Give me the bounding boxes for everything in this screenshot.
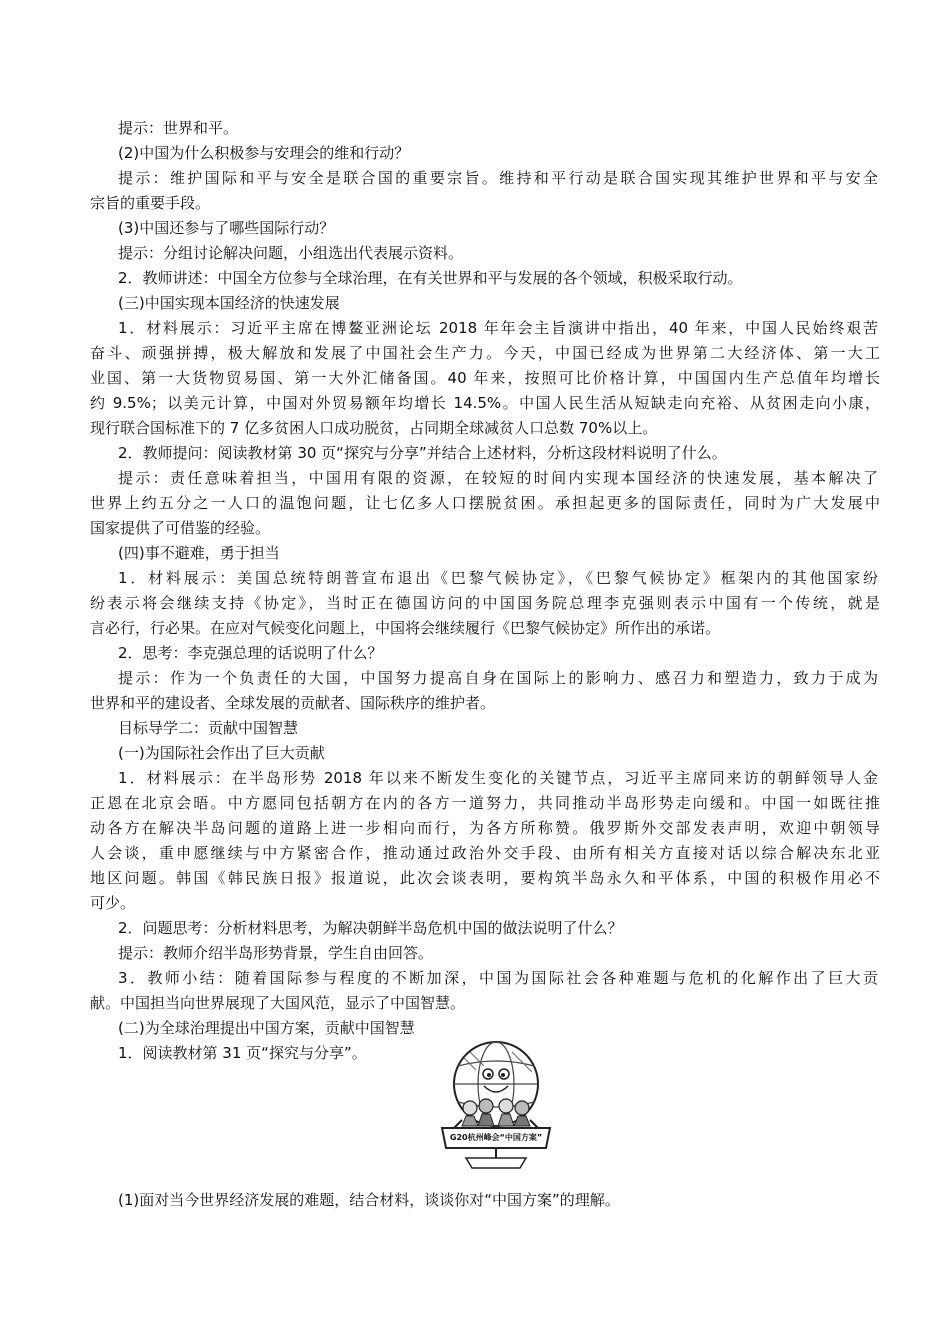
text-line: 现行联合国标准下的 7 亿多贫困人口成功脱贫，占同期全球减贫人口总数 70%以上。 (90, 419, 658, 437)
text-line: 1．阅读教材第 31 页“探究与分享”。 (118, 1044, 367, 1062)
text-line: 提示：责任意味着担当，中国用有限的资源，在较短的时间内实现本国经济的快速发展，基本解决了 (118, 469, 878, 487)
text-line: 业国、第一大货物贸易国、第一大外汇储备国。40 年来，按照可比价格计算，中国国内生产总值年均增长 (90, 369, 880, 387)
text-line: 提示：分组讨论解决问题，小组选出代表展示资料。 (118, 244, 464, 262)
section-heading: (四)事不避难，勇于担当 (118, 544, 280, 562)
text-line: 地区问题。韩国《韩民族日报》报道说，此次会谈表明，要构筑半岛永久和平体系，中国的积极作用必不 (90, 869, 880, 887)
text-line: 世界上约五分之一人口的温饱问题，让七亿多人口摆脱贫困。承担起更多的国际责任，同时为广大发展中 (90, 494, 880, 512)
text-line: 正恩在北京会晤。中方愿同包括朝方在内的各方一道努力，共同推动半岛形势走向缓和。中国一如既往推 (90, 794, 880, 812)
text-line: 1．材料展示：美国总统特朗普宣布退出《巴黎气候协定》，《巴黎气候协定》框架内的其他国家纷 (118, 569, 878, 587)
text-line: 动各方在解决半岛问题的道路上进一步相向而行，为各方所称赞。俄罗斯外交部发表声明，欢迎中朝领导 (90, 819, 880, 837)
text-line: 世界和平的建设者、全球发展的贡献者、国际秩序的维护者。 (90, 694, 496, 712)
section-heading: 目标导学二：贡献中国智慧 (118, 719, 299, 737)
g20-cartoon-figure (436, 1036, 556, 1172)
text-line: (2)中国为什么积极参与安理会的维和行动？ (118, 144, 410, 162)
text-line: 提示：教师介绍半岛形势背景，学生自由回答。 (118, 944, 434, 962)
text-line: 提示：作为一个负责任的大国，中国努力提高自身在国际上的影响力、感召力和塑造力，致力于成为 (118, 669, 878, 687)
text-line: 2．思考：李克强总理的话说明了什么？ (118, 644, 383, 662)
text-line: 可少。 (90, 894, 136, 912)
text-line: 人会谈，重申愿继续与中方紧密合作，推动通过政治外交手段、由所有相关方直接对话以综合解决东北亚 (90, 844, 880, 862)
text-line: 提示：维护国际和平与安全是联合国的重要宗旨。维持和平行动是联合国实现其维护世界和平与安全 (118, 169, 878, 187)
text-line: 2．问题思考：分析材料思考，为解决朝鲜半岛危机中国的做法说明了什么？ (118, 919, 623, 937)
text-line: 3．教师小结：随着国际参与程度的不断加深，中国为国际社会各种难题与危机的化解作出了巨大贡 (118, 969, 878, 987)
text-line: 宗旨的重要手段。 (90, 194, 211, 212)
section-heading: (三)中国实现本国经济的快速发展 (118, 294, 340, 312)
text-line: 奋斗、顽强拼搏，极大解放和发展了中国社会生产力。今天，中国已经成为世界第二大经济体、第一大工 (90, 344, 880, 362)
text-line: 2．教师讲述：中国全方位参与全球治理，在有关世界和平与发展的各个领域，积极采取行动。 (118, 269, 743, 287)
text-line: 约 9.5%；以美元计算，中国对外贸易额年均增长 14.5%。中国人民生活从短缺走向充裕、从贫困走向小康， (90, 394, 880, 412)
text-line: 纷表示将会继续支持《协定》，当时正在德国访问的中国国务院总理李克强则表示中国有一个传统，就是 (90, 594, 880, 612)
text-line: 言必行，行必果。在应对气候变化问题上，中国将会继续履行《巴黎气候协定》所作出的承诺。 (90, 619, 721, 637)
text-line: (1)面对当今世界经济发展的难题，结合材料，谈谈你对“中国方案”的理解。 (118, 1191, 620, 1209)
globe-cartoon-icon (436, 1036, 556, 1172)
text-line: 2．教师提问：阅读教材第 30 页“探究与分享”并结合上述材料，分析这段材料说明了什么。 (118, 444, 727, 462)
text-line: 1．材料展示：在半岛形势 2018 年以来不断发生变化的关键节点，习近平主席同来访的朝鲜领导人金 (118, 769, 878, 787)
banner-text: G20杭州峰会“中国方案” (449, 1133, 543, 1142)
text-line: 提示：世界和平。 (118, 119, 239, 137)
text-line: (3)中国还参与了哪些国际行动？ (118, 219, 335, 237)
text-line: 献。中国担当向世界展现了大国风范，显示了中国智慧。 (90, 994, 466, 1012)
text-line: 1．材料展示：习近平主席在博鳌亚洲论坛 2018 年年会主旨演讲中指出，40 年来，中国人民始终艰苦 (118, 319, 878, 337)
section-heading: (一)为国际社会作出了巨大贡献 (118, 744, 325, 762)
section-heading: (二)为全球治理提出中国方案，贡献中国智慧 (118, 1019, 415, 1037)
text-line: 国家提供了可借鉴的经验。 (90, 519, 271, 537)
